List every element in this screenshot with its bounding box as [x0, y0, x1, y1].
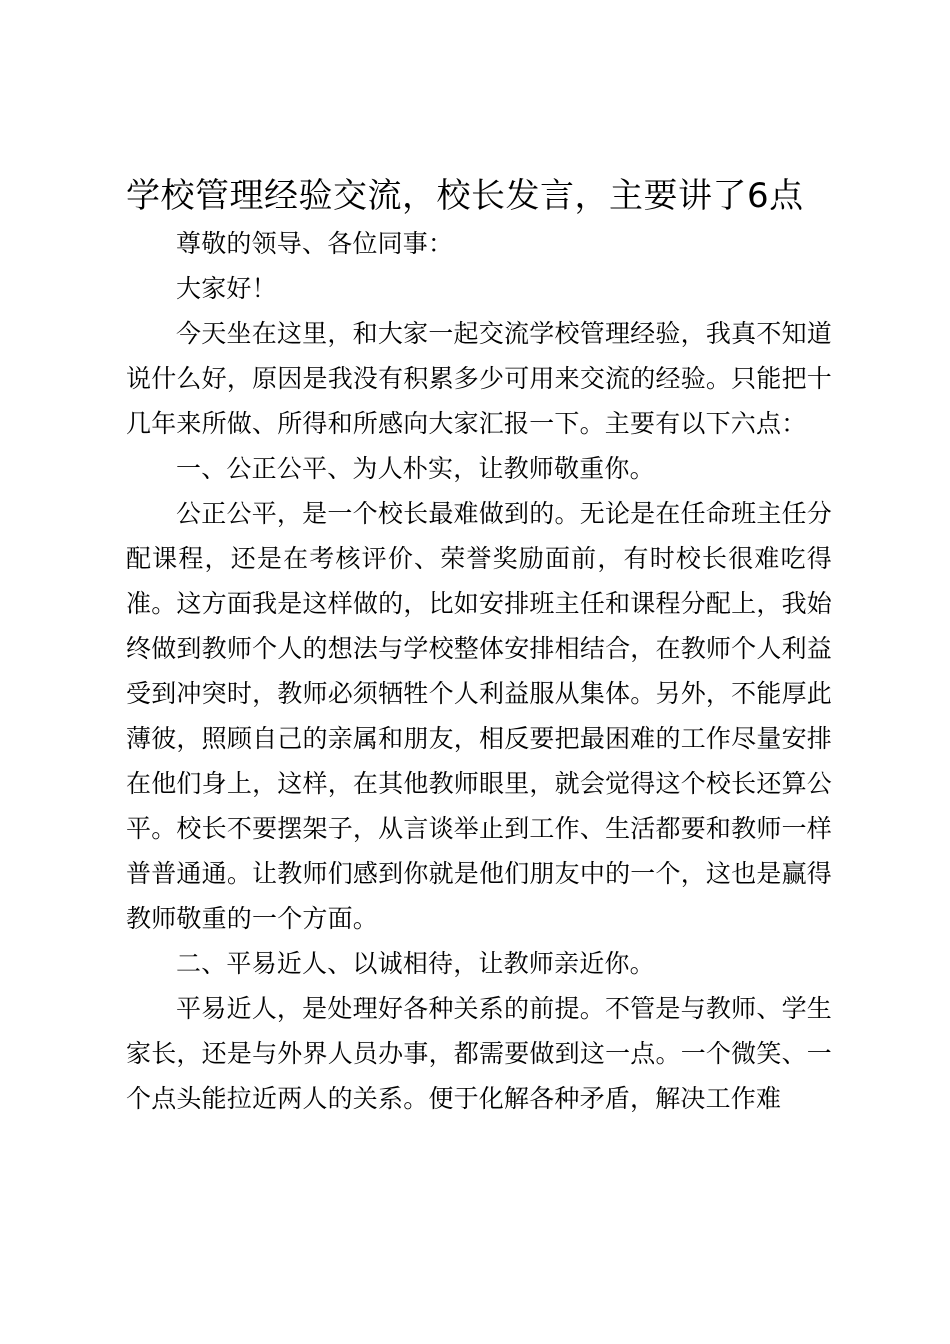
section-heading-2: 二、平易近人、以诚相待，让教师亲近你。: [176, 949, 655, 978]
document-title: 学校管理经验交流，校长发言，主要讲了6点: [126, 176, 804, 216]
paragraph-section-2: 平易近人，是处理好各种关系的前提。不管是与教师、学生家长，还是与外界人员办事，都需要做到这一点。一个微笑、一个点头能拉近两人的关系。便于化解各种矛盾，解决工作难: [126, 994, 832, 1113]
document-body: [126, 221, 832, 1121]
section-heading-1: 一、公正公平、为人朴实，让教师敬重你。: [176, 454, 655, 483]
paragraph-section-1: 公正公平，是一个校长最难做到的。无论是在任命班主任分配课程，还是在考核评价、荣誉奖励面前，有时校长很难吃得准。这方面我是这样做的，比如安排班主任和课程分配上，我始终做到教师个人的想法与学校整体安排相结合，在教师个人利益受到冲突时，教师必须牺牲个人利益服从集体。另外，不能厚此薄彼，照顾自己的亲属和朋友，相反要把最困难的工作尽量安排在他们身上，这样，在其他教师眼里，就会觉得这个校长还算公平。校长不要摆架子，从言谈举止到工作、生活都要和教师一样普普通通。让教师们感到你就是他们朋友中的一个，这也是赢得教师敬重的一个方面。: [126, 499, 832, 933]
paragraph-greeting: 大家好！: [176, 274, 277, 303]
paragraph-salutation: 尊敬的领导、各位同事：: [176, 229, 454, 258]
paragraph-intro: 今天坐在这里，和大家一起交流学校管理经验，我真不知道说什么好，原因是我没有积累多少可用来交流的经验。只能把十几年来所做、所得和所感向大家汇报一下。主要有以下六点：: [126, 319, 832, 438]
